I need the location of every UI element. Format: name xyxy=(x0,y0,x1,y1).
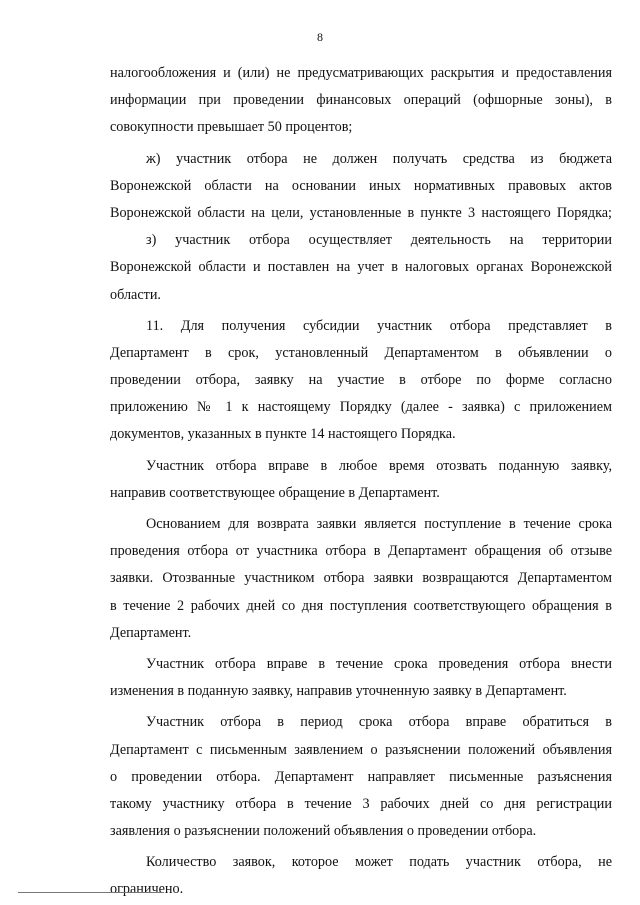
page-number: 8 xyxy=(317,30,323,44)
text-line: заявки. Отозванные участником отбора заявки возвращаются Департаментом xyxy=(110,570,612,587)
text-line: области. xyxy=(110,286,161,303)
paragraph xyxy=(110,60,612,142)
paragraph xyxy=(110,849,612,903)
text-line: Участник отбора в период срока отбора вправе обратиться в xyxy=(146,714,612,731)
text-line: Участник отбора вправе в течение срока проведения отбора внести xyxy=(146,655,612,672)
text-line: проведении отбора, заявку на участие в отборе по форме согласно xyxy=(110,372,612,389)
text-line: Департамент в срок, установленный Департаментом в объявлении о xyxy=(110,344,612,361)
text-line: Департамент. xyxy=(110,624,192,641)
paragraph xyxy=(110,651,612,705)
text-line: изменения в поданную заявку, направив уточненную заявку в Департамент. xyxy=(110,683,567,700)
text-line: приложению № 1 к настоящему Порядку (далее - заявка) с приложением xyxy=(110,399,612,416)
text-line: Департамент с письменным заявлением о разъяснении положений объявления xyxy=(110,741,612,758)
text-line: о проведении отбора. Департамент направляет письменные разъяснения xyxy=(110,768,612,785)
text-line: заявления о разъяснении положений объявления о проведении отбора. xyxy=(110,823,537,840)
paragraph xyxy=(110,511,612,647)
text-line: з) участник отбора осуществляет деятельность на территории xyxy=(146,232,612,249)
text-line: проведения отбора от участника отбора в Департамент обращения об отзыве xyxy=(110,543,612,560)
text-line: такому участнику отбора в течение 3 рабочих дней со дня регистрации xyxy=(110,795,612,812)
text-line: документов, указанных в пункте 14 настоящего Порядка. xyxy=(110,426,456,443)
text-line: Основанием для возврата заявки является поступление в течение срока xyxy=(146,516,612,532)
paragraph xyxy=(110,227,612,309)
text-line: ограничено. xyxy=(110,881,184,898)
footnote-separator xyxy=(18,892,164,893)
paragraph xyxy=(110,313,612,449)
paragraph xyxy=(110,709,612,845)
paragraph xyxy=(110,146,612,228)
text-line: Воронежской области на цели, установленные в пункте 3 настоящего Порядка; xyxy=(110,204,612,221)
text-line: Воронежской области на основании иных нормативных правовых актов xyxy=(110,177,612,194)
text-line: Количество заявок, которое может подать участник отбора, не xyxy=(146,854,612,871)
text-line: Воронежской области и поставлен на учет в налоговых органах Воронежской xyxy=(110,259,612,276)
text-line: информации при проведении финансовых операций (офшорные зоны), в xyxy=(110,92,612,109)
text-line: направив соответствующее обращение в Департамент. xyxy=(110,484,440,501)
text-line: совокупности превышает 50 процентов; xyxy=(110,119,353,136)
text-line: в течение 2 рабочих дней со дня поступления соответствующего обращения в xyxy=(110,597,612,614)
text-line: ж) участник отбора не должен получать средства из бюджета xyxy=(146,150,612,167)
text-line: налогообложения и (или) не предусматривающих раскрытия и предоставления xyxy=(110,65,612,81)
text-line: 11. Для получения субсидии участник отбора представляет в xyxy=(146,317,612,334)
paragraph xyxy=(110,453,612,507)
document-body xyxy=(110,60,612,904)
text-line: Участник отбора вправе в любое время отозвать поданную заявку, xyxy=(146,457,612,474)
